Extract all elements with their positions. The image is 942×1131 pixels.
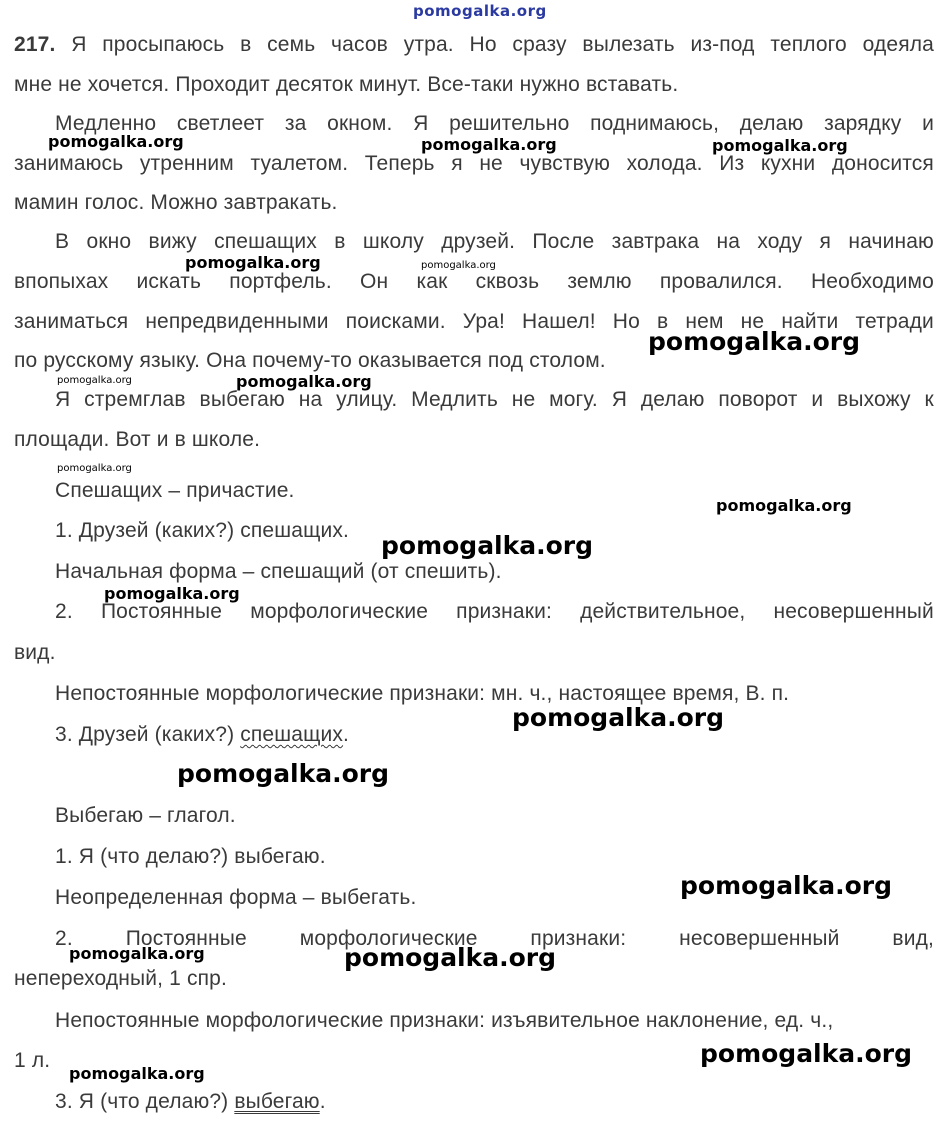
text-line-24: Непостоянные морфологические признаки: изъявительное наклонение, ед. ч.,: [55, 1009, 834, 1032]
watermark-2: pomogalka.org: [421, 135, 557, 154]
text-line-18: [55, 722, 934, 748]
watermark-12: pomogalka.org: [104, 584, 240, 603]
watermark-7: pomogalka.org: [57, 375, 132, 386]
watermark-4: pomogalka.org: [185, 253, 321, 272]
text-line-22: 2. Постоянные морфологические признаки: несовершенный вид,: [55, 927, 934, 950]
text-line-17: Непостоянные морфологические признаки: мн. ч., настоящее время, В. п.: [55, 682, 790, 705]
text-line-6: В окно вижу спешащих в школу друзей. После завтрака на ходу я начинаю: [55, 230, 934, 253]
text-line-9: по русскому языку. Она почему-то оказывается под столом.: [14, 349, 606, 372]
watermark-14: pomogalka.org: [177, 759, 390, 788]
watermark-1: pomogalka.org: [48, 132, 184, 151]
text-line-26: [55, 1089, 934, 1115]
text-line-14: Начальная форма – спешащий (от спешить).: [55, 560, 502, 583]
text-line-18-prefix: 3. Друзей (каких?): [55, 723, 241, 746]
text-line-16: вид.: [14, 641, 56, 664]
exercise-number: 217.: [14, 33, 56, 56]
site-header-watermark: pomogalka.org: [413, 2, 547, 20]
text-line-4: занимаюсь утренним туалетом. Теперь я не чувствую холода. Из кухни доносится: [14, 152, 934, 175]
text-line-19: Выбегаю – глагол.: [55, 804, 236, 827]
watermark-17: pomogalka.org: [344, 943, 557, 972]
text-line-18-suffix: .: [343, 723, 350, 746]
watermark-13: pomogalka.org: [512, 703, 725, 732]
watermark-6: pomogalka.org: [648, 327, 861, 356]
wavy-underlined-word: спешащих: [240, 723, 344, 746]
text-line-13: 1. Друзей (каких?) спешащих.: [55, 519, 350, 542]
text-line-26-prefix: 3. Я (что делаю?): [55, 1090, 235, 1113]
text-line-12: Спешащих – причастие.: [55, 479, 295, 502]
watermark-9: pomogalka.org: [57, 463, 132, 474]
watermark-8: pomogalka.org: [236, 372, 372, 391]
watermark-3: pomogalka.org: [712, 136, 848, 155]
watermark-5: pomogalka.org: [421, 260, 496, 271]
text-line-20: 1. Я (что делаю?) выбегаю.: [55, 845, 326, 868]
text-line-10: Я стремглав выбегаю на улицу. Медлить не могу. Я делаю поворот и выхожу к: [55, 388, 934, 411]
watermark-11: pomogalka.org: [381, 531, 594, 560]
text-line-2: мне не хочется. Проходит десяток минут. Все-таки нужно вставать.: [14, 73, 679, 96]
watermark-19: pomogalka.org: [69, 1064, 205, 1083]
watermark-16: pomogalka.org: [69, 944, 205, 963]
text-line-5: мамин голос. Можно завтракать.: [14, 191, 338, 214]
text-line-25: 1 л.: [14, 1049, 51, 1072]
text-line-7: впопыхах искать портфель. Он как сквозь землю провалился. Необходимо: [14, 270, 934, 293]
text-line-15: 2. Постоянные морфологические признаки: действительное, несовершенный: [55, 600, 934, 623]
text-line-23: непереходный, 1 спр.: [14, 967, 227, 990]
text-line-3: Медленно светлеет за окном. Я решительно поднимаюсь, делаю зарядку и: [55, 112, 934, 135]
text-line-26-suffix: .: [319, 1090, 326, 1113]
text-line-11: площади. Вот и в школе.: [14, 428, 261, 451]
watermark-15: pomogalka.org: [680, 871, 893, 900]
watermark-18: pomogalka.org: [700, 1039, 913, 1068]
text-line-1: 217. Я просыпаюсь в семь часов утра. Но сразу вылезать из-под теплого одеяла: [14, 33, 934, 56]
watermark-10: pomogalka.org: [716, 496, 852, 515]
double-underlined-word: выбегаю: [234, 1090, 320, 1113]
text-line-8: заниматься непредвиденными поисками. Ура! Нашел! Но в нем не найти тетради: [14, 310, 934, 333]
text-line-21: Неопределенная форма – выбегать.: [55, 886, 417, 909]
